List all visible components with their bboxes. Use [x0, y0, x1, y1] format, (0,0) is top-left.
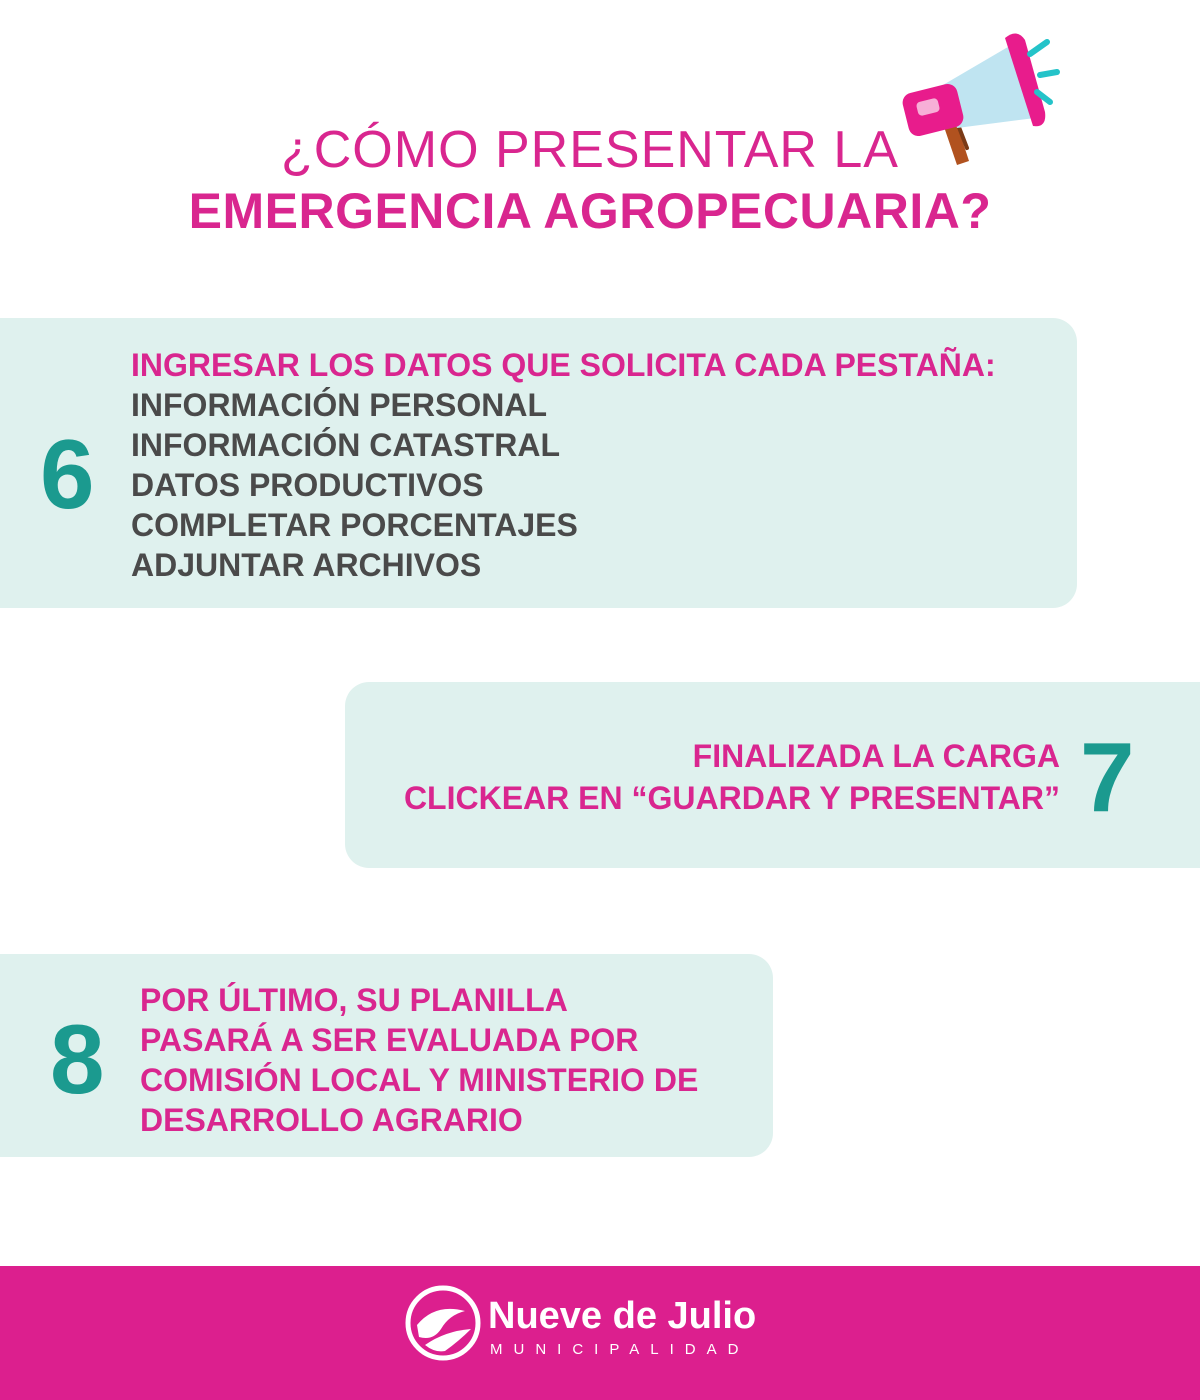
logo-subtitle: MUNICIPALIDAD	[490, 1341, 750, 1358]
step-7-number: 7	[1080, 722, 1135, 832]
municipality-logo-icon	[405, 1285, 481, 1361]
logo-name: Nueve de Julio	[488, 1295, 757, 1337]
step-7-text	[360, 735, 1060, 819]
step-7-line: CLICKEAR EN “GUARDAR Y PRESENTAR”	[403, 780, 1060, 816]
step-8-line: PASARÁ A SER EVALUADA POR	[140, 1022, 639, 1058]
step-8-line: POR ÚLTIMO, SU PLANILLA	[140, 982, 568, 1018]
step-8-text	[140, 980, 760, 1140]
page-title-line1: ¿CÓMO PRESENTAR LA	[280, 121, 899, 179]
step-8-line: DESARROLLO AGRARIO	[140, 1102, 523, 1138]
step-6-item: ADJUNTAR ARCHIVOS	[131, 547, 482, 583]
step-7-line: FINALIZADA LA CARGA	[692, 738, 1060, 774]
page-title-line2: EMERGENCIA AGROPECUARIA?	[188, 183, 992, 239]
step-6-lead: INGRESAR LOS DATOS QUE SOLICITA CADA PESTAÑA:	[131, 347, 996, 383]
step-8-number: 8	[50, 1004, 105, 1114]
step-6-text	[131, 345, 1061, 585]
step-6-item: DATOS PRODUCTIVOS	[131, 467, 484, 503]
megaphone-icon	[895, 30, 1065, 180]
step-6-item: INFORMACIÓN CATASTRAL	[131, 427, 560, 463]
step-6-number: 6	[40, 419, 95, 529]
step-8-line: COMISIÓN LOCAL Y MINISTERIO DE	[140, 1062, 699, 1098]
step-6-item: INFORMACIÓN PERSONAL	[131, 387, 547, 423]
step-6-item: COMPLETAR PORCENTAJES	[131, 507, 578, 543]
